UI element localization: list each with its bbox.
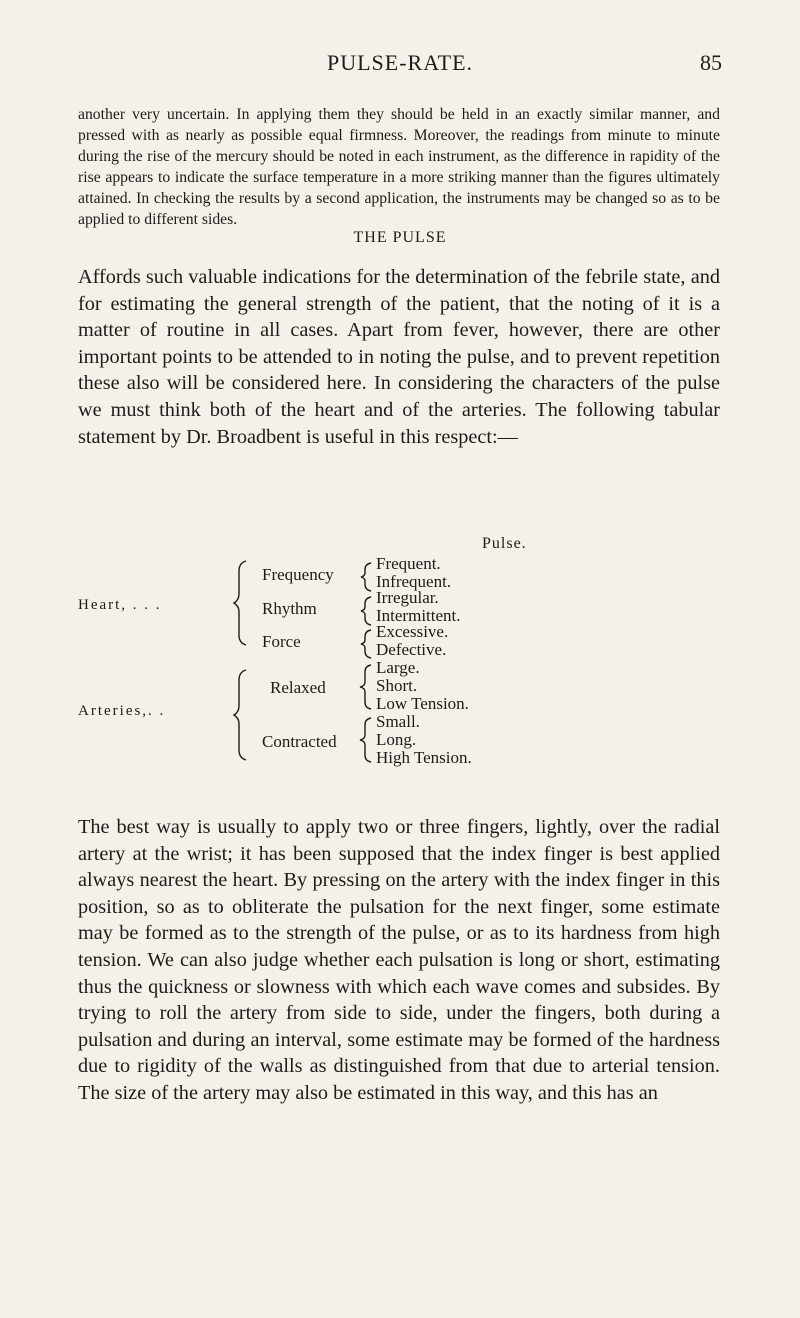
value-frequent: Frequent.	[376, 554, 441, 573]
paragraph-1: Affords such valuable indications for the determination of the febrile state, and for estimating the general strength of the patient, that the noting of it is a matter of routine in all cases. Apart from fever, however, there are other important points to be attended to in noting the pulse, and to prevent repetition these also will be considered here. In considering the characters of the pulse we must think both of the heart and of the arteries. The following tabular statement by Dr. Broadbent is useful in this respect:—	[78, 266, 720, 448]
feature-contracted: Contracted	[262, 732, 337, 751]
brace-force	[361, 630, 371, 658]
value-infrequent: Infrequent.	[376, 572, 452, 591]
feature-rhythm: Rhythm	[262, 599, 317, 618]
value-intermittent: Intermittent.	[376, 606, 461, 625]
group-label-heart: Heart, . . .	[78, 597, 162, 613]
value-small: Small.	[376, 712, 420, 731]
running-title: PULSE-RATE.	[326, 50, 474, 75]
brace-relaxed	[360, 665, 371, 709]
paragraph-2: The best way is usually to apply two or three fingers, lightly, over the radial artery at the wrist; it has been supposed that the index finger is best applied always nearest the heart. By pressing on the artery with the index finger in this position, so as to obliterate the pulsation for the next finger, some estimate may be formed as to the strength of the pulse, or as to its hardness from high tension. We can also judge whether each pulsation is long or short, estimating thus the quickness or slowness with which each wave comes and subsides. By trying to roll the artery from side to side, under the fingers, both during a pulsation and during an interval, some estimate may be formed of the hardness due to rigidity of the walls as distinguished from that due to arterial tension. The size of the artery may also be estimated in this way, and this has an	[78, 816, 720, 1104]
brace-arteries	[234, 670, 246, 760]
value-large: Large.	[376, 658, 420, 677]
value-low-tension: Low Tension.	[376, 694, 469, 713]
value-short: Short.	[376, 676, 418, 695]
value-long: Long.	[376, 730, 417, 749]
value-defective: Defective.	[376, 640, 447, 659]
feature-force: Force	[262, 632, 301, 651]
value-excessive: Excessive.	[376, 622, 449, 641]
value-irregular: Irregular.	[376, 588, 439, 607]
feature-relaxed: Relaxed	[270, 678, 326, 697]
brace-heart	[234, 561, 246, 645]
table-column-header: Pulse.	[482, 535, 527, 552]
feature-frequency: Frequency	[262, 565, 334, 584]
section-heading: THE PULSE	[353, 229, 447, 246]
intro-paragraph: another very uncertain. In applying them they should be held in an exactly similar manner, and pressed with as nearly as possible equal firmness. Moreover, the readings from minute to minute during the rise of the mercury should be noted in each instrument, as the difference in rapidity of the rise appears to indicate the surface temperature in a more striking manner than the figures ultimately attained. In checking the results by a second application, the instruments may be changed so as to be applied to different sides.	[78, 106, 720, 228]
brace-rhythm	[361, 597, 371, 625]
brace-contracted	[360, 718, 371, 762]
page-number: 85	[700, 50, 722, 75]
group-label-arteries: Arteries,. .	[78, 703, 166, 719]
brace-frequency	[361, 563, 371, 591]
value-high-tension: High Tension.	[376, 748, 472, 767]
